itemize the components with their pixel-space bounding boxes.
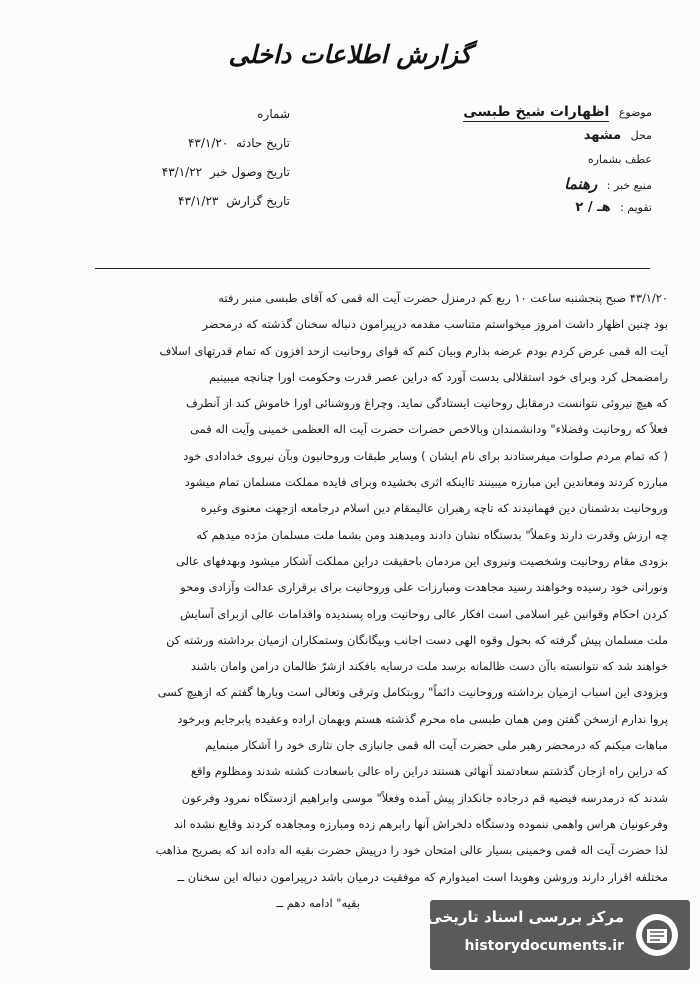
body-line: فعلاً که روحانیت وفضلاء" ودانشمندان وبالاخص حضرات حضرت آیت اله العظمی خمینی وآیت اله قمی [190, 422, 668, 437]
body-line: ( که تمام مردم صلوات میفرستادند برای نام ایشان ) وسایر طبقات وروحانیون وبآن نیروی خدادادی خود [183, 448, 668, 463]
header-right [422, 100, 652, 220]
body-line: رامضمحل کرد وبرای خود استقلالی بدست آورد که دراین عصر قدرت وحکومت اورا چنانچه میبینیم [209, 369, 668, 384]
body-line: که دراین راه ازجان گذشتم سعادتمند آنهائی هستند دراین راه عالی باسعادت کشته شدند ومظلوم واقع [190, 764, 668, 779]
report-date-row [100, 187, 290, 216]
body-line: ۴۳/۱/۲۰ صبح پنجشنبه ساعت ۱۰ ربع کم درمنزل حضرت آیت اله قمی که آقای طبسی منبر رفته [218, 291, 668, 305]
body-line: بود چنین اظهار داشت امروز میخواستم متناسب مقدمه درپیرامون دنباله سخنان گذشته که درمحضر [202, 317, 668, 332]
subject-row [422, 100, 652, 124]
body-line: شدند که درمدرسه فیضیه قم درجاده جانکداز پیش آمده وفعلاً" موسی وابراهیم ازدستگاه نمرود وفرعون [181, 790, 668, 805]
body-line: ملت مسلمان پیش گرفته که بحول وقوه الهی دست اجانب وبیگانگان وستمکاران ازمیان برداشته ورشته کن [166, 632, 668, 647]
body-line: مبارزه کردند ومعاندین این مبارزه میبینند تااینکه اثری بخشیده وبرای فایده مملکت مسلمان تمام میشود [184, 475, 668, 490]
body-line: وروحانیت بدشمنان دین فهمانیدند که تاچه رهبران عالیمقام دین اسلام درجامعه ازجهت معنوی وغیره [200, 501, 668, 516]
watermark-title: مرکز بررسی اسناد تاریخی [427, 908, 624, 926]
archive-logo-icon [634, 912, 680, 958]
source-value: رهنما [564, 175, 598, 193]
body-line: وفرعونیان هراس واهمی ننموده ودستگاه دلخراش آنها رابرهم زده ومبارزه ومجاهده کردند وقایع نشده اند [173, 816, 668, 831]
closing-line: بقیه" ادامه دهم ــ [276, 895, 360, 910]
header-divider [95, 268, 650, 269]
document-title: گزارش اطلاعات داخلی [228, 40, 472, 69]
body-line: کردن احکام وقوانین غیر اسلامی است افکار عالی روحانیت وراه پسندیده واقدامات عالی ازبرای آسایش [179, 606, 668, 621]
received-date-value: ۴۳/۱/۲۲ [161, 165, 203, 179]
reference-label: عطف بشماره [587, 153, 652, 166]
reference-row [422, 148, 652, 172]
source-label: منبع خبر : [606, 179, 652, 192]
body-line: مختلفه اقرار دارند وروشن وهویدا است امیدوارم که موفقیت درمیان باشد درپیرامون دنباله این سخنان ــ [177, 869, 668, 884]
body-line: مباهات میکنم که درمحضر رهبر ملی حضرت آیت اله قمی جانبازی جان نثاری خود را آشکار مینمایم [205, 738, 668, 753]
body-line: لذا حضرت آیت اله قمی وخمینی بسیار عالی امتحان خود را درپیش حضرت بقیه اله داده اند که بصریح مذاهب [155, 843, 668, 858]
assessment-value: هـ / ۲ [575, 200, 611, 215]
number-label: شماره [257, 107, 290, 121]
watermark-site: historydocuments.ir [464, 938, 624, 954]
received-date-row [100, 158, 290, 187]
body-line: پروا ندارم ازسخن گفتن ومن همان طبسی ماه محرم گذشته هستم وبهمان اراده وعقیده پابرجایم وبرخود [177, 711, 668, 726]
place-value: مشهد [583, 128, 622, 143]
assessment-row [422, 196, 652, 220]
body-line: خواهند شد که نتوانسته باآن دست ظالمانه برسد ملت درسایه بافکند ازشرّ ظالمان درامن وامان باشند [190, 659, 668, 674]
place-label: محل [630, 129, 652, 142]
report-date-label: تاریخ گزارش [226, 194, 290, 208]
body-line: ونورانی خود رسیده وخواهند رسید مجاهدت ومبارزات علی وروحانیت برای برقراری عدالت وآزادی ومحو [180, 580, 668, 595]
body-line: که هیچ نیروئی نتوانست درمقابل روحانیت ایستادگی نماید. وچراغ وروشنائی اورا خاموش کند از آنطرف [185, 396, 668, 411]
number-row [100, 100, 290, 129]
body-line: وبزودی این اسباب ازمیان برداشته وروحانیت دائماً" روبتکامل وترقی وتعالی است وبارها گفتم که ازهیچ کسی [157, 685, 668, 700]
assessment-label: تقویم : [620, 201, 652, 214]
body-line: بزودی مقام روحانیت وشخصیت ونیروی این مردمان باحقیقت دراین مملکت آشکار میشود وبهدفهای عالی [176, 553, 668, 568]
incident-date-value: ۴۳/۱/۲۰ [187, 136, 229, 150]
body-line: آیت اله قمی عرض کردم بودم عرضه بدارم وبیان کنم که قوای روحانیت ازحد افزون که تمام قدرتهای اسلاف [159, 343, 668, 358]
body-line: چه ارزش وقدرت دارند وعملاً" بدستگاه نشان دادند ومیدهند ومن بشما ملت مسلمان مژده میدهم که [196, 527, 668, 542]
subject-label: موضوع [618, 106, 652, 119]
header-left [100, 100, 290, 216]
incident-date-row [100, 129, 290, 158]
report-body [60, 285, 668, 916]
place-row [422, 124, 652, 148]
subject-value: اظهارات شیخ طبسی [463, 104, 610, 120]
archive-watermark [427, 900, 690, 970]
source-row [422, 172, 652, 196]
incident-date-label: تاریخ حادثه [236, 136, 290, 150]
received-date-label: تاریخ وصول خبر [209, 165, 290, 179]
report-date-value: ۴۳/۱/۲۳ [178, 194, 219, 208]
